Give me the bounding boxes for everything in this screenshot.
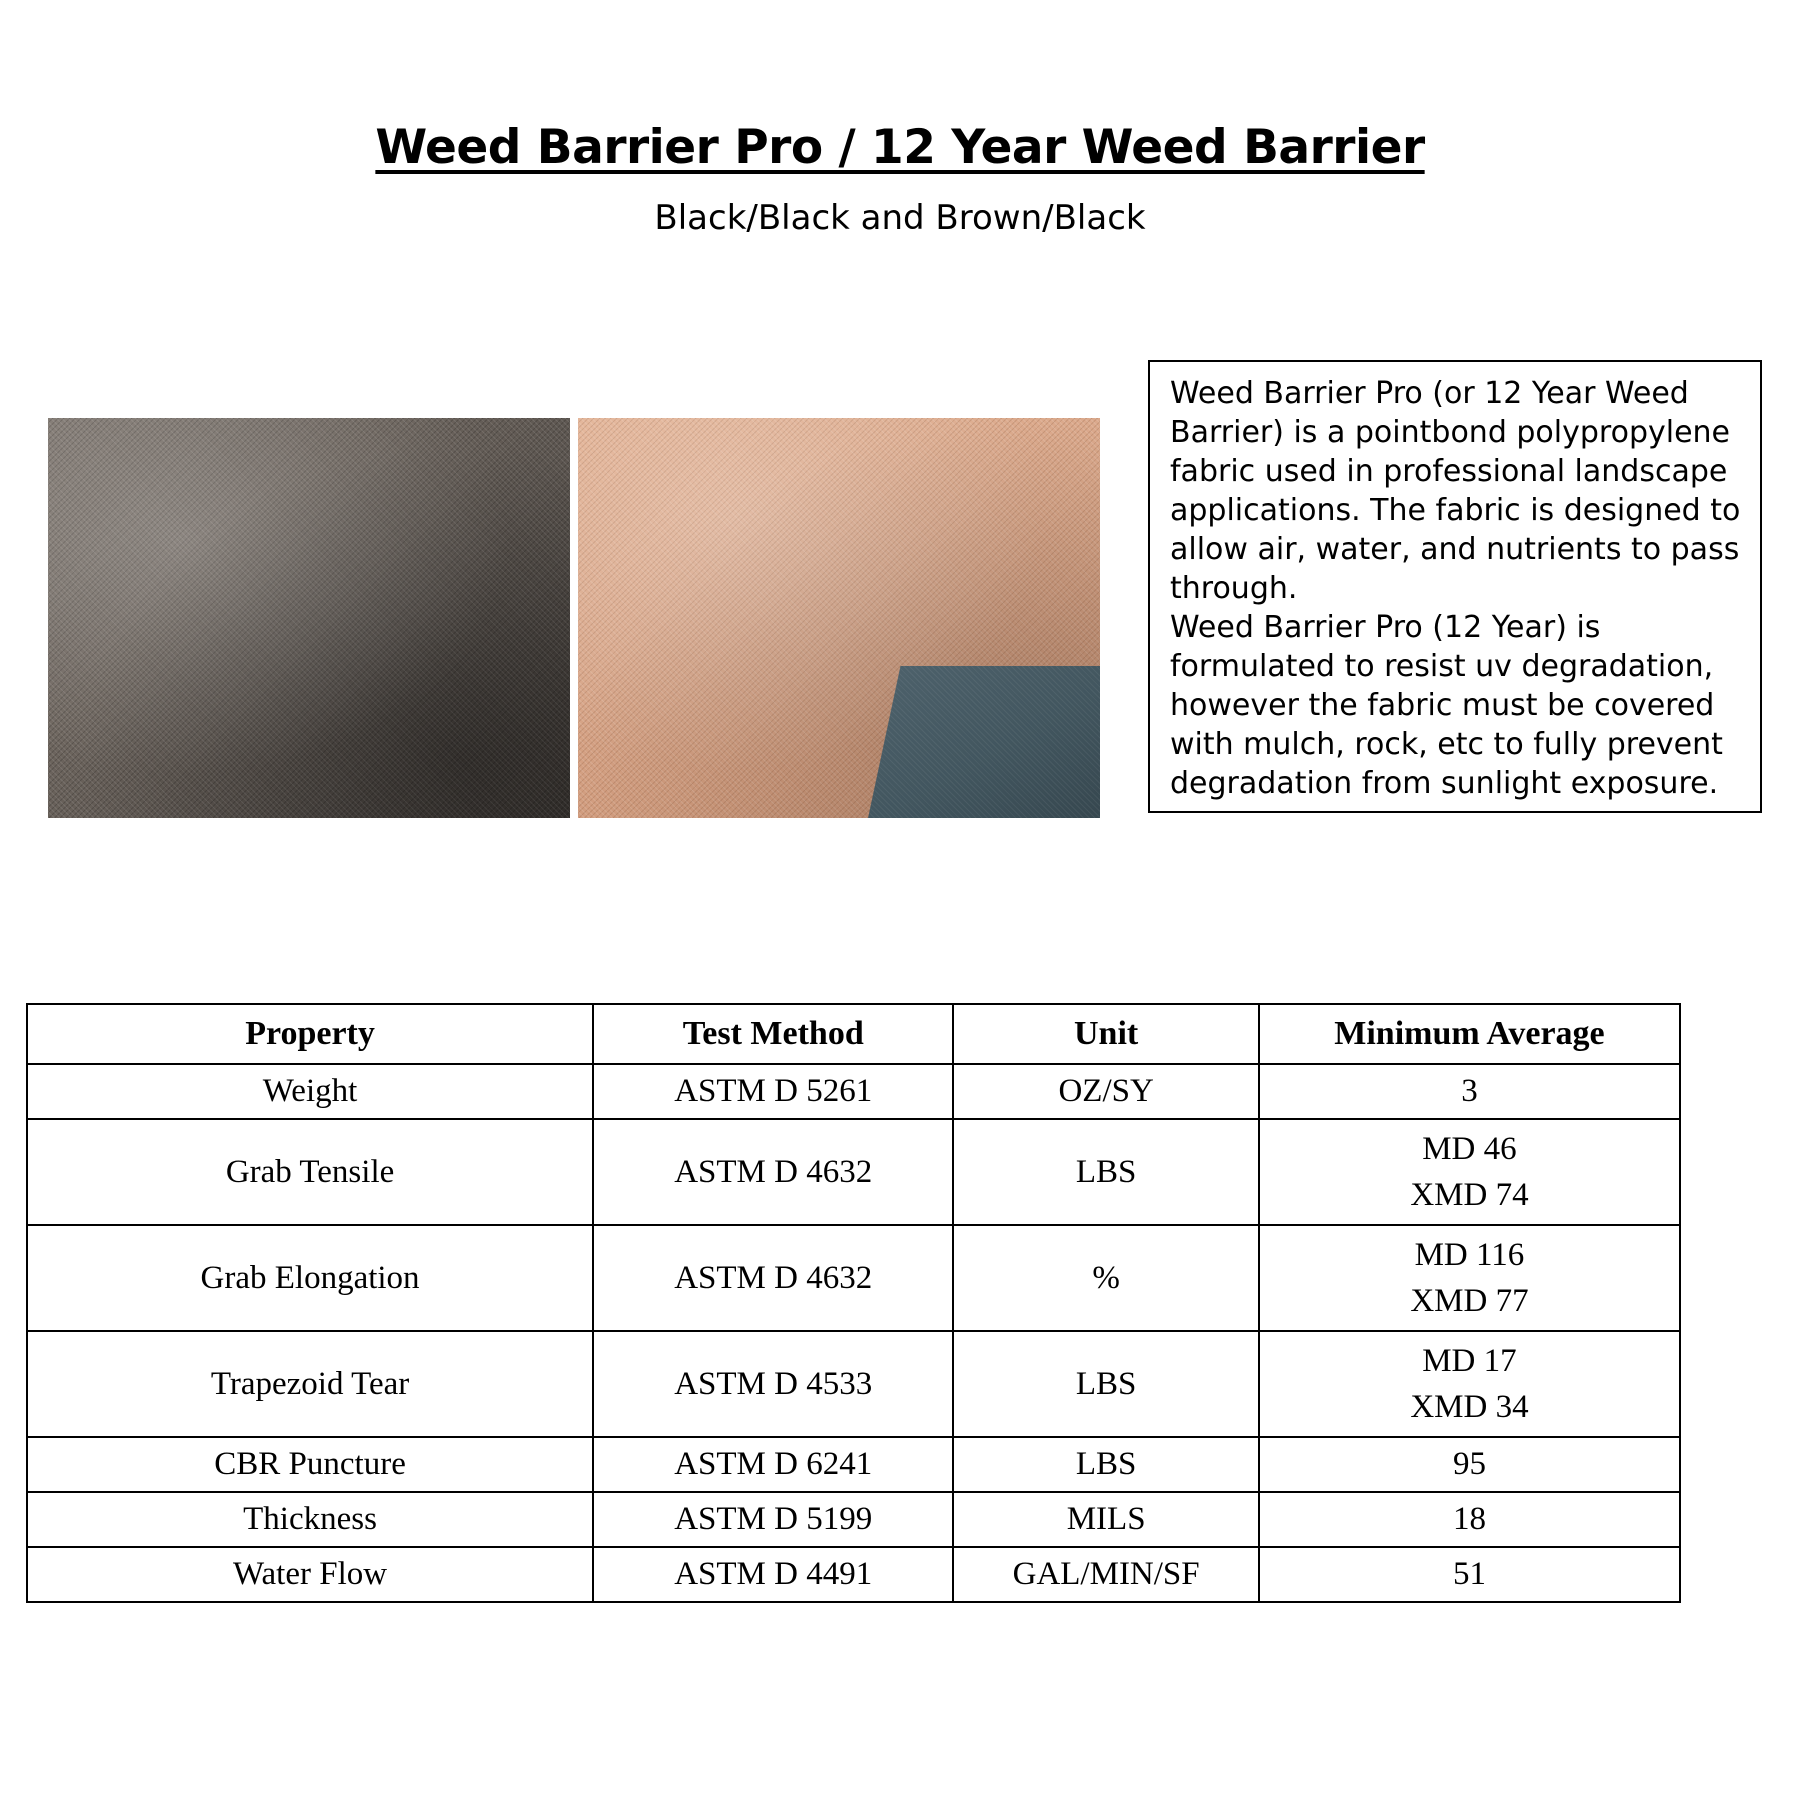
table-row (27, 1331, 1680, 1437)
cell-property: Thickness (27, 1492, 593, 1547)
cell-min-line-1: 95 (1452, 1446, 1486, 1482)
cell-test-method: ASTM D 5199 (593, 1492, 953, 1547)
description-paragraph-2: Weed Barrier Pro (12 Year) is formulated to resist uv degradation, however the fabric must be covered with mulch, rock, etc to fully prevent degradation from sunlight exposure. (1170, 610, 1723, 801)
cell-unit: MILS (953, 1492, 1259, 1547)
cell-min-line-1: 3 (1461, 1073, 1478, 1109)
cell-minimum-average (1259, 1064, 1680, 1119)
cell-minimum-average (1259, 1331, 1680, 1437)
specifications-table (26, 1003, 1681, 1603)
cell-minimum-average (1259, 1437, 1680, 1492)
cell-unit: % (953, 1225, 1259, 1331)
cell-test-method: ASTM D 5261 (593, 1064, 953, 1119)
cell-minimum-average (1259, 1225, 1680, 1331)
table-row (27, 1437, 1680, 1492)
column-header-property: Property (27, 1004, 593, 1064)
description-box (1148, 360, 1762, 813)
table-row (27, 1119, 1680, 1225)
table-row (27, 1064, 1680, 1119)
cell-min-line-1: MD 116 (1414, 1236, 1525, 1273)
product-photos (48, 418, 1100, 818)
page-subtitle: Black/Black and Brown/Black (654, 198, 1146, 238)
column-header-unit: Unit (953, 1004, 1259, 1064)
cell-min-line-1: MD 17 (1422, 1342, 1517, 1379)
cell-unit: GAL/MIN/SF (953, 1547, 1259, 1602)
cell-minimum-average (1259, 1547, 1680, 1602)
cell-property: Grab Tensile (27, 1119, 593, 1225)
cell-unit: LBS (953, 1437, 1259, 1492)
cell-test-method: ASTM D 4632 (593, 1225, 953, 1331)
table-row (27, 1225, 1680, 1331)
cell-test-method: ASTM D 4533 (593, 1331, 953, 1437)
page-title-text: Weed Barrier Pro / 12 Year Weed Barrier (375, 120, 1425, 175)
cell-min-line-1: 51 (1452, 1556, 1486, 1592)
black-fabric-swatch (48, 418, 570, 818)
cell-unit: OZ/SY (953, 1064, 1259, 1119)
cell-property: Water Flow (27, 1547, 593, 1602)
cell-property: Trapezoid Tear (27, 1331, 593, 1437)
cell-test-method: ASTM D 4491 (593, 1547, 953, 1602)
cell-unit: LBS (953, 1119, 1259, 1225)
column-header-test-method: Test Method (593, 1004, 953, 1064)
cell-min-line-2: XMD 77 (1410, 1283, 1529, 1319)
cell-test-method: ASTM D 4632 (593, 1119, 953, 1225)
table-header-row (27, 1004, 1680, 1064)
cell-min-line-1: MD 46 (1422, 1130, 1517, 1167)
cell-unit: LBS (953, 1331, 1259, 1437)
cell-property: Grab Elongation (27, 1225, 593, 1331)
folded-corner-detail (868, 666, 1100, 818)
page-title (0, 120, 1800, 175)
cell-property: CBR Puncture (27, 1437, 593, 1492)
brown-fabric-swatch (578, 418, 1100, 818)
description-paragraph-1: Weed Barrier Pro (or 12 Year Weed Barrier) is a pointbond polypropylene fabric used in professional landscape applications. The fabric is designed to allow air, water, and nutrients to pass through. (1170, 376, 1741, 606)
cell-min-line-2: XMD 74 (1410, 1177, 1529, 1213)
cell-test-method: ASTM D 6241 (593, 1437, 953, 1492)
table-row (27, 1547, 1680, 1602)
cell-min-line-2: XMD 34 (1410, 1389, 1529, 1425)
cell-minimum-average (1259, 1492, 1680, 1547)
cell-min-line-1: 18 (1452, 1501, 1486, 1537)
cell-minimum-average (1259, 1119, 1680, 1225)
cell-property: Weight (27, 1064, 593, 1119)
table-row (27, 1492, 1680, 1547)
column-header-minimum-average: Minimum Average (1259, 1004, 1680, 1064)
